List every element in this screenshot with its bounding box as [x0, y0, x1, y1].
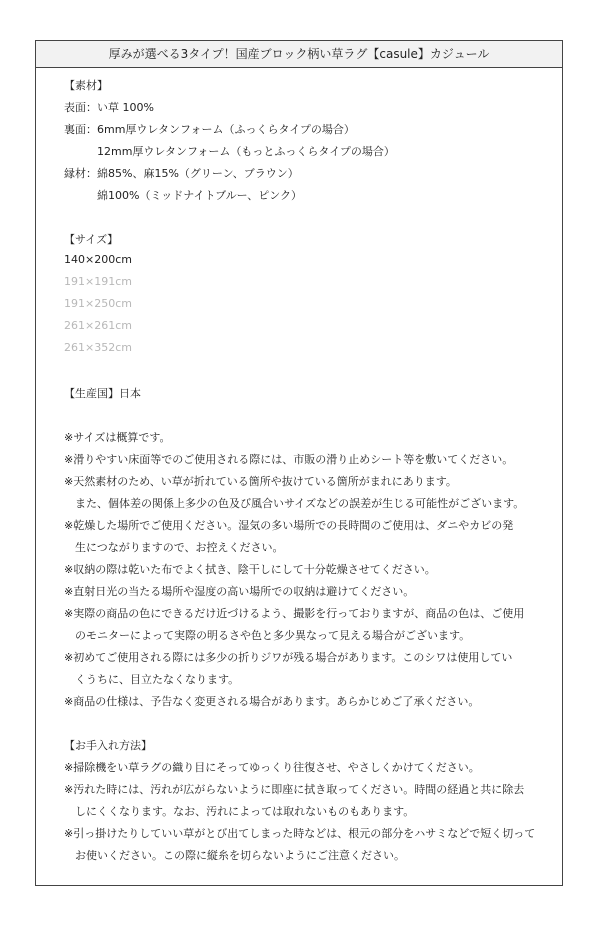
note-line: ※収納の際は乾いた布でよく拭き、陰干しにして十分乾燥させてください。	[64, 563, 436, 576]
size-item: 261×352cm	[64, 341, 132, 354]
material-back-1: 裏面：6mm厚ウレタンフォーム（ふっくらタイプの場合）	[64, 123, 355, 136]
size-item: 191×191cm	[64, 275, 132, 288]
origin: 【生産国】日本	[64, 387, 141, 400]
note-line: ※初めてご使用される際には多少の折りジワが残る場合があります。このシワは使用してい	[64, 651, 513, 664]
note-line: ※実際の商品の色にできるだけ近づけるよう、撮影を行っておりますが、商品の色は、ご使用	[64, 607, 525, 620]
size-item: 140×200cm	[64, 253, 132, 266]
care-heading: 【お手入れ方法】	[64, 739, 152, 752]
materials-heading: 【素材】	[64, 79, 108, 92]
panel-title: 厚みが選べる3タイプ！国産ブロック柄い草ラグ【casule】カジュール	[36, 41, 562, 68]
material-back-2: 12mm厚ウレタンフォーム（もっとふっくらタイプの場合）	[97, 145, 395, 158]
note-line: のモニターによって実際の明るさや色と多少異なって見える場合がございます。	[64, 629, 471, 642]
care-line: ※掃除機をい草ラグの織り目にそってゆっくり往復させ、やさしくかけてください。	[64, 761, 480, 774]
material-edge-1: 縁材：綿85%、麻15%（グリーン、ブラウン）	[64, 167, 299, 180]
material-edge-2: 綿100%（ミッドナイトブルー、ピンク）	[97, 189, 303, 202]
note-line: また、個体差の関係上多少の色及び風合いサイズなどの誤差が生じる可能性がございます。	[64, 497, 525, 510]
note-line: ※滑りやすい床面等でのご使用される際には、市販の滑り止めシート等を敷いてください。	[64, 453, 514, 466]
size-item: 191×250cm	[64, 297, 132, 310]
care-line: ※汚れた時には、汚れが広がらないように即座に拭き取ってください。時間の経過と共に除去	[64, 783, 525, 796]
note-line: ※乾燥した場所でご使用ください。湿気の多い場所での長時間のご使用は、ダニやカビの発	[64, 519, 514, 532]
material-surface: 表面：い草 100%	[64, 101, 154, 114]
note-line: ※天然素材のため、い草が折れている箇所や抜けている箇所がまれにあります。	[64, 475, 457, 488]
note-line: くうちに、目立たなくなります。	[64, 673, 240, 686]
care-line: しにくくなります。なお、汚れによっては取れないものもあります。	[64, 805, 415, 818]
spec-panel	[35, 40, 563, 886]
sizes-heading: 【サイズ】	[64, 233, 119, 246]
note-line: ※サイズは概算です。	[64, 431, 171, 444]
care-line: ※引っ掛けたりしていい草がとび出てしまった時などは、根元の部分をハサミなどで短く切って	[64, 827, 536, 840]
care-line: お使いください。この際に縦糸を切らないようにご注意ください。	[64, 849, 405, 862]
note-line: 生につながりますので、お控えください。	[64, 541, 284, 554]
note-line: ※直射日光の当たる場所や湿度の高い場所での収納は避けてください。	[64, 585, 415, 598]
size-item: 261×261cm	[64, 319, 132, 332]
note-line: ※商品の仕様は、予告なく変更される場合があります。あらかじめご了承ください。	[64, 695, 480, 708]
